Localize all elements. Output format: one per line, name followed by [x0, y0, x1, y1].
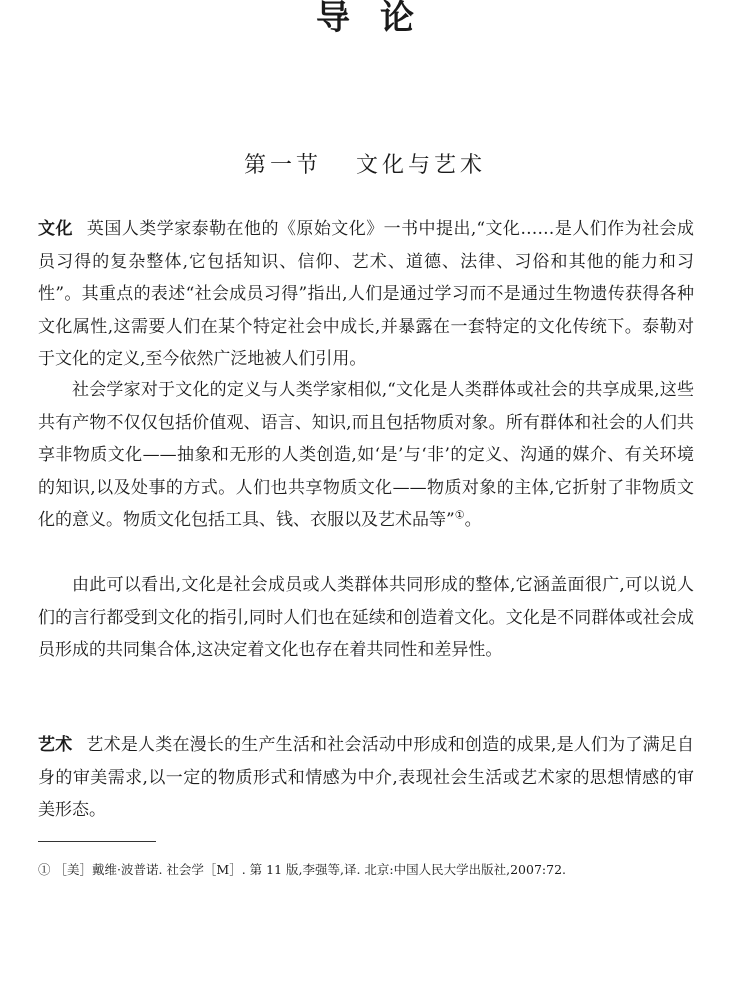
culture-definition-text: 英国人类学家泰勒在他的《原始文化》一书中提出,“文化……是人们作为社会成员习得的复杂整体,它包括知识、信仰、艺术、道德、法律、习俗和其他的能力和习性”。其重点的表述“社会成员习得”指出,人们是通过学习而不是通过生物遗传获得各种文化属性,这需要人们在某个特定社会中成长,并暴露在一套特定的文化传统下。泰勒对于文化的定义,至今依然广泛地被人们引用。 — [38, 219, 695, 370]
culture-term: 文化 — [38, 219, 73, 239]
sociology-paragraph — [38, 374, 694, 537]
footnote-text: ［美］戴维·波普诺. 社会学［M］. 第 11 版,李强等,译. 北京:中国人民大学出版社,2007:72. — [54, 862, 567, 877]
section-number: 第一节 — [243, 153, 322, 178]
art-definition-text: 艺术是人类在漫长的生产生活和社会活动中形成和创造的成果,是人们为了满足自身的审美需求,以一定的物质形式和情感为中介,表现社会生活或艺术家的思想情感的审美形态。 — [38, 735, 695, 821]
sociology-definition-text: 社会学家对于文化的定义与人类学家相似,“文化是人类群体或社会的共享成果,这些共有产物不仅仅包括价值观、语言、知识,而且包括物质对象。所有群体和社会的人们共享非物质文化——抽象和无形的人类创造,如‘是’与‘非’的定义、沟通的媒介、有关环境的知识,以及处事的方式。人们也共享物质文化——物质对象的主体,它折射了非物质文化的意义。物质文化包括工具、钱、衣服以及艺术品等” — [38, 380, 694, 531]
summary-paragraph: 由此可以看出,文化是社会成员或人类群体共同形成的整体,它涵盖面很广,可以说人们的言行都受到文化的指引,同时人们也在延续和创造着文化。文化是不同群体或社会成员形成的共同集合体,这决定着文化也存在着共同性和差异性。 — [38, 575, 694, 661]
footnote-mark: ① — [38, 862, 51, 877]
footnote-divider — [38, 841, 156, 842]
section-name: 文化与艺术 — [356, 153, 487, 178]
art-paragraph — [38, 729, 694, 827]
footnote-reference[interactable]: ① — [454, 508, 465, 522]
chapter-title: 导论 — [316, 0, 444, 38]
sociology-end-punct: 。 — [464, 510, 482, 531]
footnote — [38, 860, 694, 880]
art-term: 艺术 — [38, 735, 73, 755]
culture-paragraph — [38, 213, 694, 376]
section-title — [0, 150, 730, 182]
